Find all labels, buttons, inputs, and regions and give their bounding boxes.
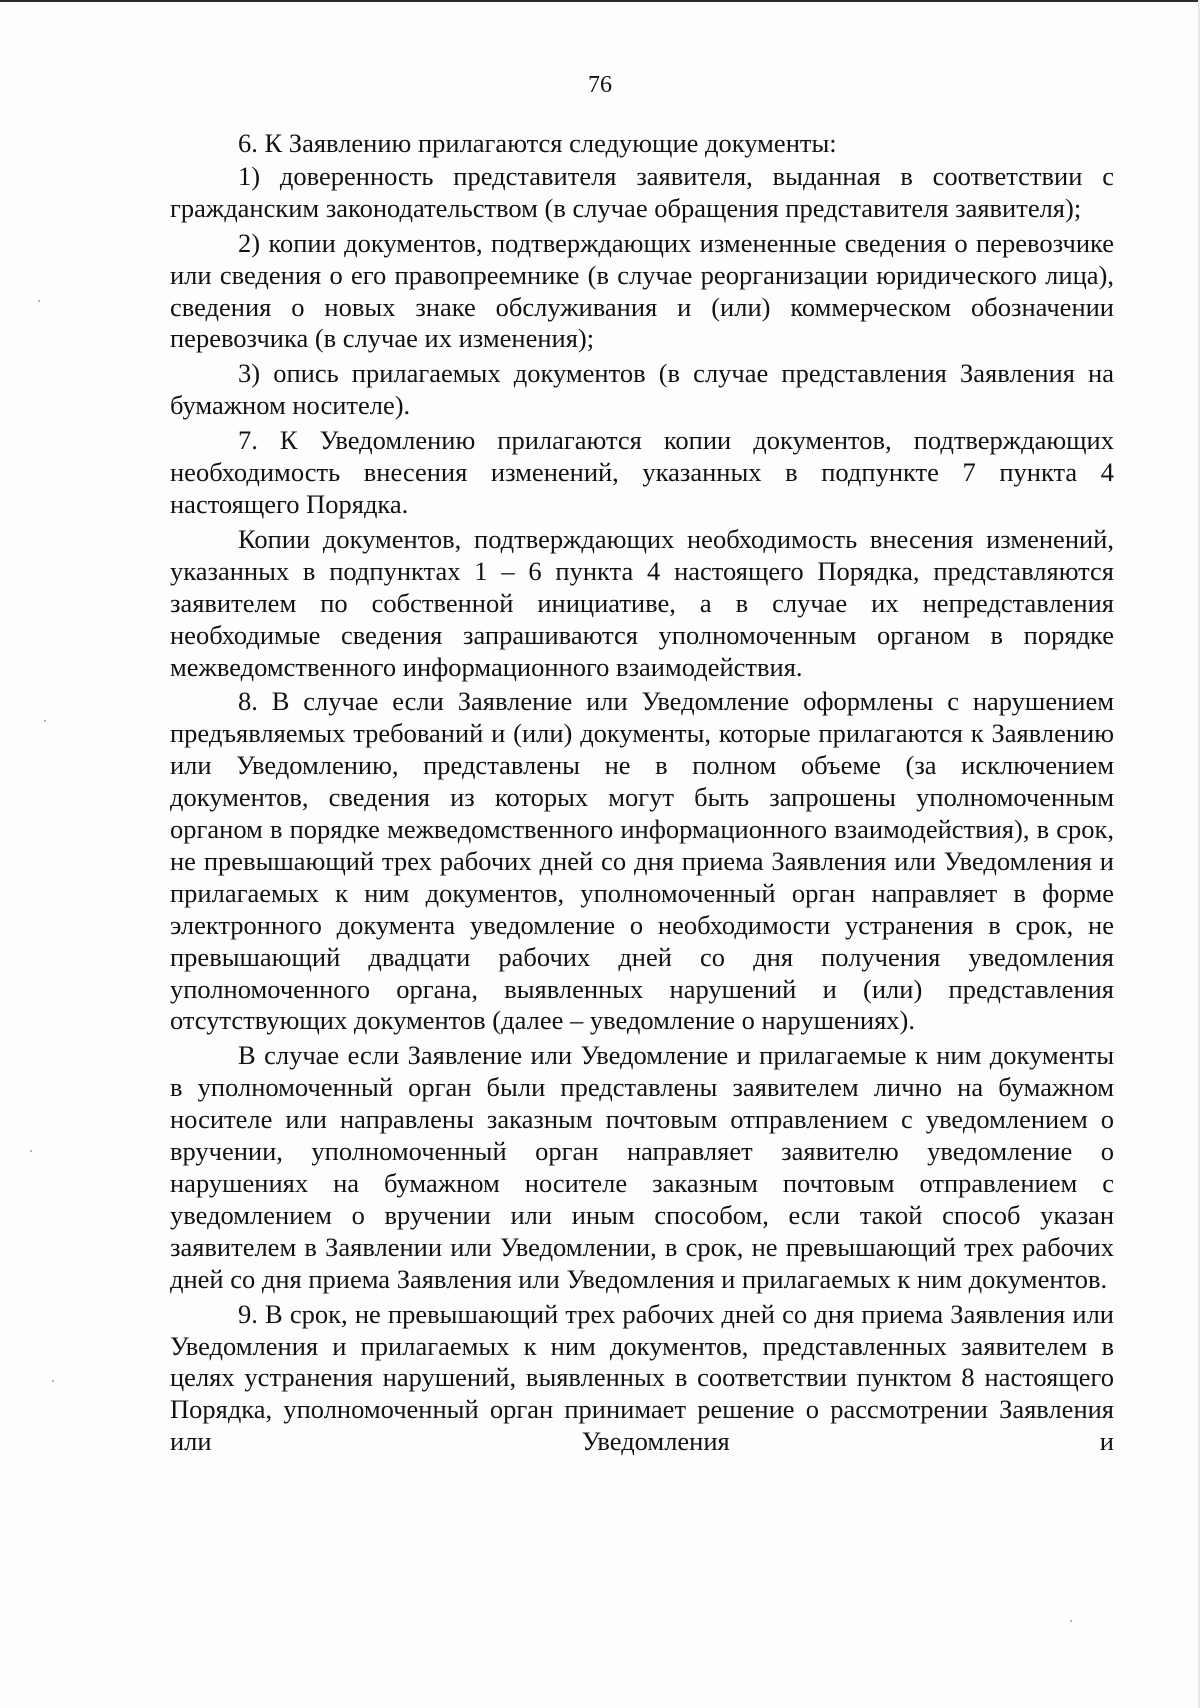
paragraph-8-continuation: В случае если Заявление или Уведомление и прилагаемые к ним документы в уполномоченный орган были представлены заявителем лично на бумажном носителе или направлены заказным почтовым отправлением с уведомлением о вручении, уполномоченный орган направляет заявителю уведомление о нарушениях на бумажном носителе заказным почтовым отправлением с уведомлением о вручении или иным способом, если такой способ указан заявителем в Заявлении или Уведомлении, в срок, не превышающий трех рабочих дней со дня приема Заявления или Уведомления и прилагаемых к ним документов. (170, 1040, 1114, 1294)
scan-speck (1070, 1620, 1072, 1622)
scan-speck (52, 1380, 54, 1382)
paragraph-6: 6. К Заявлению прилагаются следующие документы: (238, 128, 837, 158)
scan-speck (38, 300, 40, 302)
paragraph-7-continuation: Копии документов, подтверждающих необходимость внесения изменений, указанных в подпунктах 1 – 6 пункта 4 настоящего Порядка, представляются заявителем по собственной инициативе, а в случае их непредставления необходимые сведения запрашиваются уполномоченным органом в порядке межведомственного информационного взаимодействия. (170, 523, 1114, 682)
scan-speck (30, 1150, 32, 1152)
document-body (170, 128, 1114, 1461)
paragraph-8: 8. В случае если Заявление или Уведомление оформлены с нарушением предъявляемых требований и (или) документы, которые прилагаются к Заявлению или Уведомлению, представлены не в полном объеме (за исключением документов, сведения из которых могут быть запрошены уполномоченным органом в порядке межведомственного информационного взаимодействия), в срок, не превышающий трех рабочих дней со дня приема Заявления или Уведомления и прилагаемых к ним документов, уполномоченный орган направляет в форме электронного документа уведомление о необходимости устранения в срок, не превышающий двадцати рабочих дней со дня получения уведомления уполномоченного органа, выявленных нарушений и (или) представления отсутствующих документов (далее – уведомление о нарушениях). (170, 686, 1114, 1036)
scan-speck (44, 720, 46, 722)
paragraph-6-item-3: 3) опись прилагаемых документов (в случае представления Заявления на бумажном носителе). (170, 358, 1114, 421)
paragraph-9: 9. В срок, не превышающий трех рабочих дней со дня приема Заявления или Уведомления и прилагаемых к ним документов, представленных заявителем в целях устранения нарушений, выявленных в соответствии пунктом 8 настоящего Порядка, уполномоченный орган принимает решение о рассмотрении Заявления или Уведомления и (170, 1298, 1114, 1457)
paragraph-6-item-2: 2) копии документов, подтверждающих измененные сведения о перевозчике или сведения о его правопреемнике (в случае реорганизации юридического лица), сведения о новых знаке обслуживания и (или) коммерческом обозначении перевозчика (в случае их изменения); (170, 227, 1114, 354)
page-number: 76 (588, 72, 612, 98)
paragraph-6-item-1: 1) доверенность представителя заявителя, выданная в соответствии с гражданским законодательством (в случае обращения представителя заявителя); (170, 160, 1114, 223)
scan-top-edge (0, 0, 1200, 2)
paragraph-7: 7. К Уведомлению прилагаются копии документов, подтверждающих необходимость внесения изменений, указанных в подпункте 7 пункта 4 настоящего Порядка. (170, 425, 1114, 519)
